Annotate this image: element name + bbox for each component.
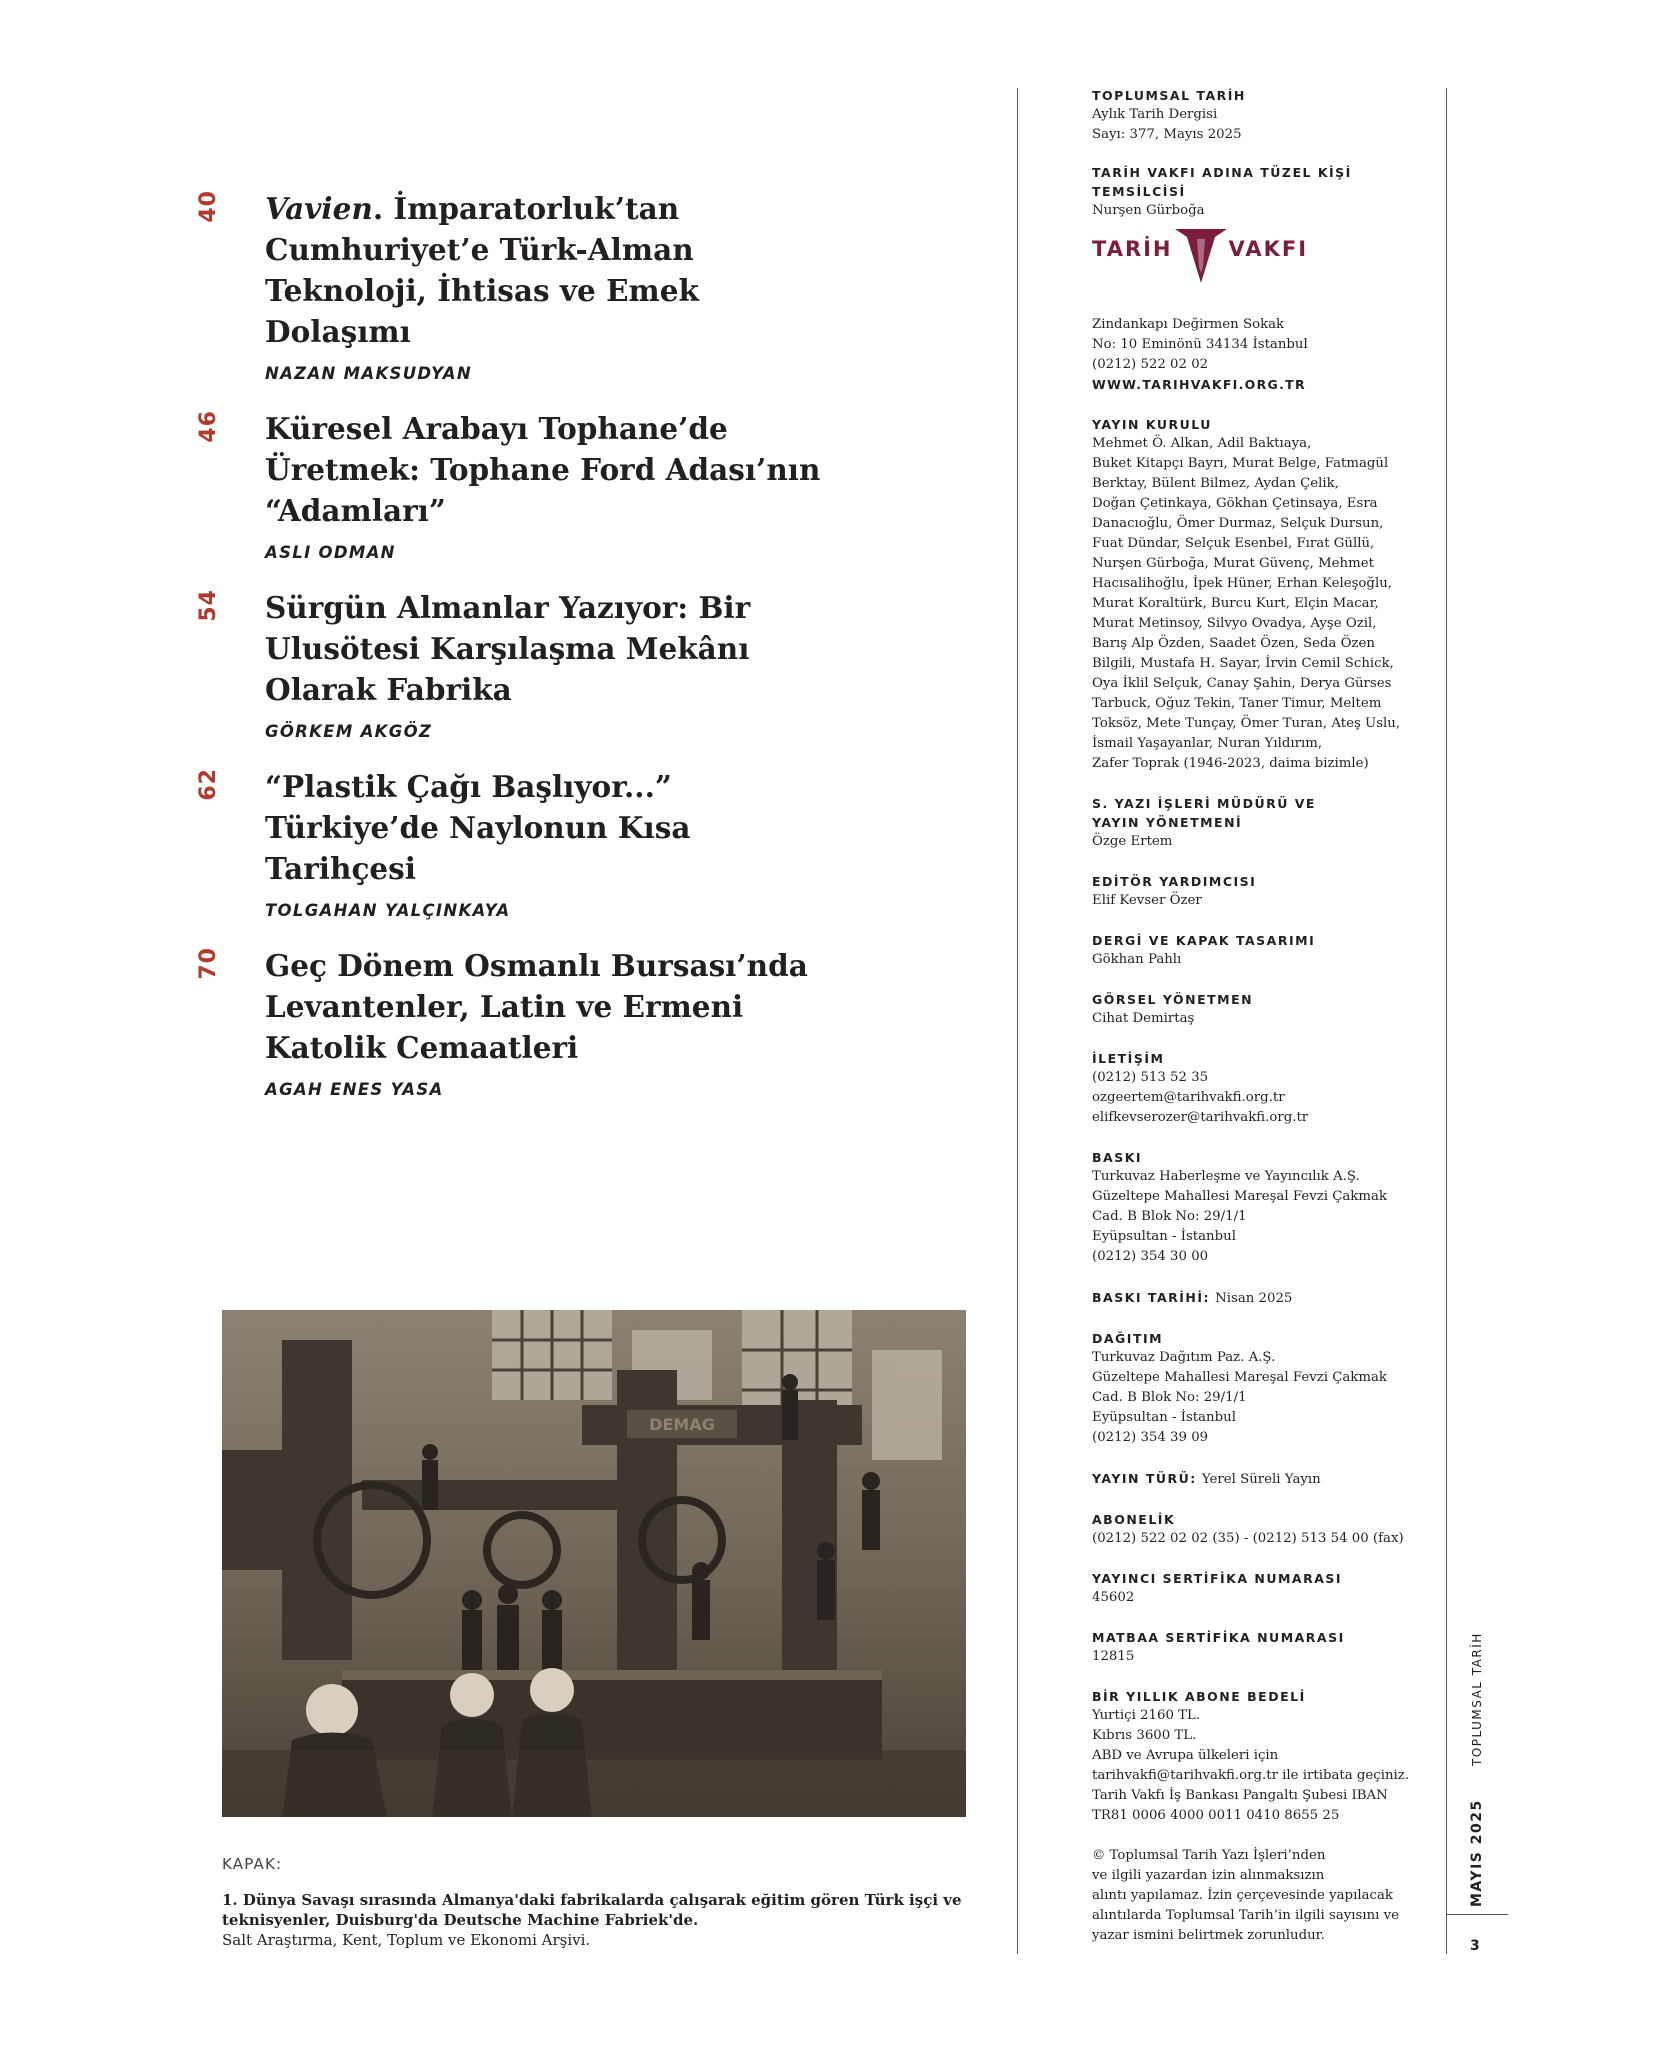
masthead-line: Zindankapı Değirmen Sokak	[1092, 317, 1285, 332]
masthead-copyright	[1092, 1846, 1422, 1946]
masthead-line: Elif Kevser Özer	[1092, 893, 1202, 908]
masthead-heading: TOPLUMSAL TARİH	[1092, 88, 1246, 103]
masthead-heading: EDİTÖR YARDIMCISI	[1092, 874, 1257, 889]
spine-date: MAYIS 2025	[1469, 1799, 1485, 1908]
copyright-line: © Toplumsal Tarih Yazı İşleri’nden	[1092, 1848, 1326, 1863]
masthead-visual-director	[1092, 990, 1422, 1029]
logo-text-left: TARİH	[1092, 237, 1173, 261]
spine-publication: TOPLUMSAL TARİH	[1470, 1632, 1484, 1766]
masthead-line: Berktay, Bülent Bilmez, Aydan Çelik,	[1092, 476, 1339, 491]
masthead-line: Barış Alp Özden, Saadet Özen, Seda Özen	[1092, 636, 1375, 651]
copyright-line: ve ilgili yazardan izin alınmaksızın	[1092, 1868, 1325, 1883]
spine-label	[1464, 1632, 1490, 1908]
masthead-line: Murat Metinsoy, Silvyo Ovadya, Ayşe Ozil,	[1092, 616, 1377, 631]
masthead-line: Hacısalihoğlu, İpek Hüner, Erhan Keleşoğlu,	[1092, 576, 1392, 591]
website-link[interactable]: WWW.TARIHVAKFI.ORG.TR	[1092, 377, 1306, 392]
masthead-line: (0212) 522 02 02	[1092, 357, 1209, 372]
masthead-line: Özge Ertem	[1092, 834, 1173, 849]
copyright-line: yazar ismini belirtmek zorunludur.	[1092, 1928, 1325, 1943]
masthead	[1092, 86, 1422, 1966]
toc-page-number: 40	[196, 190, 221, 223]
masthead-heading: ABONELİK	[1092, 1512, 1176, 1527]
masthead-line: Nisan 2025	[1215, 1291, 1293, 1306]
masthead-line: Turkuvaz Haberleşme ve Yayıncılık A.Ş.	[1092, 1169, 1360, 1184]
masthead-heading: GÖRSEL YÖNETMEN	[1092, 992, 1254, 1007]
toc-title-text: Sürgün Almanlar Yazıyor: Bir Ulusötesi Karşılaşma Mekânı Olarak Fabrika	[265, 590, 751, 707]
toc-entry[interactable]	[196, 408, 842, 562]
masthead-line: Oya İklil Selçuk, Canay Şahin, Derya Gürses	[1092, 676, 1392, 691]
cover-caption-source: Salt Araştırma, Kent, Toplum ve Ekonomi Arşivi.	[222, 1931, 591, 1949]
masthead-line: Aylık Tarih Dergisi	[1092, 107, 1218, 122]
masthead-heading: BASKI TARİHİ:	[1092, 1290, 1211, 1305]
toc-entry[interactable]	[196, 766, 842, 920]
masthead-heading: DAĞITIM	[1092, 1331, 1164, 1346]
masthead-heading: BİR YILLIK ABONE BEDELİ	[1092, 1689, 1306, 1704]
copyright-line: alıntı yapılamaz. İzin çerçevesinde yapılacak	[1092, 1888, 1393, 1903]
toc-entry[interactable]	[196, 945, 842, 1099]
masthead-print	[1092, 1148, 1422, 1267]
masthead-line: Fuat Dündar, Selçuk Esenbel, Fırat Güllü,	[1092, 536, 1375, 551]
masthead-line: (0212) 522 02 02 (35) - (0212) 513 54 00 (fax)	[1092, 1531, 1404, 1546]
masthead-line: Murat Koraltürk, Burcu Kurt, Elçin Macar,	[1092, 596, 1379, 611]
masthead-line: Buket Kitapçı Bayrı, Murat Belge, Fatmagül	[1092, 456, 1389, 471]
masthead-line: Güzeltepe Mahallesi Mareşal Fevzi Çakmak	[1092, 1370, 1387, 1385]
cover-label: KAPAK:	[222, 1855, 283, 1873]
toc-page-number: 54	[196, 589, 221, 622]
masthead-line: TR81 0006 4000 0011 0410 8655 25	[1092, 1808, 1340, 1823]
toc-title-text: Küresel Arabayı Tophane’de Üretmek: Tophane Ford Adası’nın “Adamları”	[265, 411, 821, 528]
cover-caption-bold: 1. Dünya Savaşı sırasında Almanya'daki fabrikalarda çalışarak eğitim gören Türk işçi ve teknisyenler, Duisburg'da Deutsche Machine Fabriek'de.	[222, 1891, 962, 1929]
masthead-line: Nurşen Gürboğa, Murat Güvenç, Mehmet	[1092, 556, 1374, 571]
toc-title-text: Geç Dönem Osmanlı Bursası’nda Levantenler, Latin ve Ermeni Katolik Cemaatleri	[265, 948, 808, 1065]
toc-title[interactable]	[265, 766, 842, 889]
toc-entry[interactable]	[196, 188, 842, 383]
masthead-line: 12815	[1092, 1649, 1135, 1664]
contact-phone: (0212) 513 52 35	[1092, 1070, 1209, 1085]
copyright-line: alıntılarda Toplumsal Tarih’in ilgili sayısını ve	[1092, 1908, 1400, 1923]
masthead-line: (0212) 354 39 09	[1092, 1430, 1209, 1445]
masthead-line: İsmail Yaşayanlar, Nuran Yıldırım,	[1092, 736, 1323, 751]
factory-photo-illustration	[222, 1310, 966, 1817]
masthead-line: Yurtiçi 2160 TL.	[1092, 1708, 1201, 1723]
masthead-print-date	[1092, 1287, 1422, 1309]
masthead-heading: S. YAZI İŞLERİ MÜDÜRÜ VE	[1092, 796, 1316, 811]
toc-title[interactable]	[265, 188, 842, 352]
masthead-line: Bilgili, Mustafa H. Sayar, İrvin Cemil Schick,	[1092, 656, 1394, 671]
masthead-annual-fee	[1092, 1687, 1422, 1826]
masthead-line: (0212) 354 30 00	[1092, 1249, 1209, 1264]
toc-title[interactable]	[265, 945, 842, 1068]
masthead-address	[1092, 315, 1422, 395]
masthead-distribution	[1092, 1329, 1422, 1448]
masthead-heading: DERGİ VE KAPAK TASARIMI	[1092, 933, 1316, 948]
machine-nameplate: DEMAG	[649, 1415, 715, 1434]
masthead-line: No: 10 Eminönü 34134 İstanbul	[1092, 337, 1308, 352]
masthead-heading: MATBAA SERTİFİKA NUMARASI	[1092, 1630, 1345, 1645]
masthead-line: Mehmet Ö. Alkan, Adil Baktıaya,	[1092, 436, 1312, 451]
masthead-magazine	[1092, 86, 1422, 145]
masthead-line: Doğan Çetinkaya, Gökhan Çetinsaya, Esra	[1092, 496, 1378, 511]
masthead-line: Güzeltepe Mahallesi Mareşal Fevzi Çakmak	[1092, 1189, 1387, 1204]
masthead-heading: YAYIN KURULU	[1092, 417, 1212, 432]
masthead-line: Danacıoğlu, Ömer Durmaz, Selçuk Dursun,	[1092, 516, 1384, 531]
masthead-line: ABD ve Avrupa ülkeleri için	[1092, 1748, 1279, 1763]
masthead-heading: İLETİŞİM	[1092, 1051, 1165, 1066]
toc-page-number: 62	[196, 768, 221, 801]
v-mark-icon	[1175, 227, 1227, 285]
masthead-heading: YAYIN TÜRÜ:	[1092, 1471, 1197, 1486]
masthead-line: Sayı: 377, Mayıs 2025	[1092, 127, 1242, 142]
masthead-line: Cihat Demirtaş	[1092, 1011, 1195, 1026]
masthead-representative	[1092, 163, 1422, 221]
masthead-heading: TARİH VAKFI ADINA TÜZEL KİŞİ	[1092, 165, 1352, 180]
toc-title-italic: Vavien	[265, 191, 373, 226]
masthead-heading: YAYINCI SERTİFİKA NUMARASI	[1092, 1571, 1343, 1586]
logo-text-right: VAKFI	[1228, 237, 1309, 261]
toc-author: GÖRKEM AKGÖZ	[265, 722, 433, 741]
table-of-contents	[196, 188, 842, 1124]
masthead-publication-type	[1092, 1468, 1422, 1490]
column-divider	[1017, 88, 1018, 1954]
cover-caption	[222, 1890, 982, 1950]
toc-title-text: “Plastik Çağı Başlıyor...” Türkiye’de Naylonun Kısa Tarihçesi	[265, 769, 691, 886]
masthead-editor	[1092, 794, 1422, 852]
toc-title[interactable]	[265, 408, 842, 531]
column-divider	[1446, 88, 1447, 1954]
toc-author: NAZAN MAKSUDYAN	[265, 364, 472, 383]
masthead-line: Turkuvaz Dağıtım Paz. A.Ş.	[1092, 1350, 1276, 1365]
masthead-line: Nurşen Gürboğa	[1092, 203, 1205, 218]
masthead-line: tarihvakfi@tarihvakfi.org.tr ile irtibata geçiniz.	[1092, 1768, 1410, 1783]
masthead-contact	[1092, 1049, 1422, 1128]
masthead-heading: TEMSİLCİSİ	[1092, 184, 1186, 199]
toc-author: AGAH ENES YASA	[265, 1080, 444, 1099]
toc-page-number: 70	[196, 947, 221, 980]
toc-title-text: . İmparatorluk’tan Cumhuriyet’e Türk-Alman Teknoloji, İhtisas ve Emek Dolaşımı	[265, 191, 699, 349]
toc-author: ASLI ODMAN	[265, 543, 396, 562]
masthead-line: Cad. B Blok No: 29/1/1	[1092, 1390, 1247, 1405]
contact-email[interactable]: elifkevserozer@tarihvakfi.org.tr	[1092, 1110, 1309, 1125]
masthead-line: Tarih Vakfı İş Bankası Pangaltı Şubesi IBAN	[1092, 1788, 1388, 1803]
masthead-line: Gökhan Pahlı	[1092, 952, 1182, 967]
contact-email[interactable]: ozgeertem@tarihvakfi.org.tr	[1092, 1090, 1285, 1105]
toc-author: TOLGAHAN YALÇINKAYA	[265, 901, 511, 920]
masthead-printer-cert	[1092, 1628, 1422, 1667]
cover-photo	[222, 1310, 966, 1817]
masthead-line: Zafer Toprak (1946-2023, daima bizimle)	[1092, 756, 1369, 771]
masthead-line: Eyüpsultan - İstanbul	[1092, 1229, 1236, 1244]
masthead-design	[1092, 931, 1422, 970]
toc-title[interactable]	[265, 587, 842, 710]
toc-page-number: 46	[196, 410, 221, 443]
page-number-rule	[1446, 1914, 1508, 1915]
masthead-publisher-cert	[1092, 1569, 1422, 1608]
masthead-heading: YAYIN YÖNETMENİ	[1092, 815, 1243, 830]
masthead-heading: BASKI	[1092, 1150, 1143, 1165]
page-number: 3	[1470, 1938, 1480, 1954]
masthead-line: Toksöz, Mete Tunçay, Ömer Turan, Ateş Uslu,	[1092, 716, 1401, 731]
masthead-line: Yerel Süreli Yayın	[1201, 1472, 1321, 1487]
masthead-assistant-editor	[1092, 872, 1422, 911]
masthead-line: Tarbuck, Oğuz Tekin, Taner Timur, Meltem	[1092, 696, 1382, 711]
masthead-line: Cad. B Blok No: 29/1/1	[1092, 1209, 1247, 1224]
masthead-board	[1092, 415, 1422, 774]
masthead-line: Kıbrıs 3600 TL.	[1092, 1728, 1197, 1743]
tarih-vakfi-logo[interactable]	[1092, 227, 1422, 287]
masthead-subscription	[1092, 1510, 1422, 1549]
masthead-line: 45602	[1092, 1590, 1135, 1605]
toc-entry[interactable]	[196, 587, 842, 741]
masthead-line: Eyüpsultan - İstanbul	[1092, 1410, 1236, 1425]
